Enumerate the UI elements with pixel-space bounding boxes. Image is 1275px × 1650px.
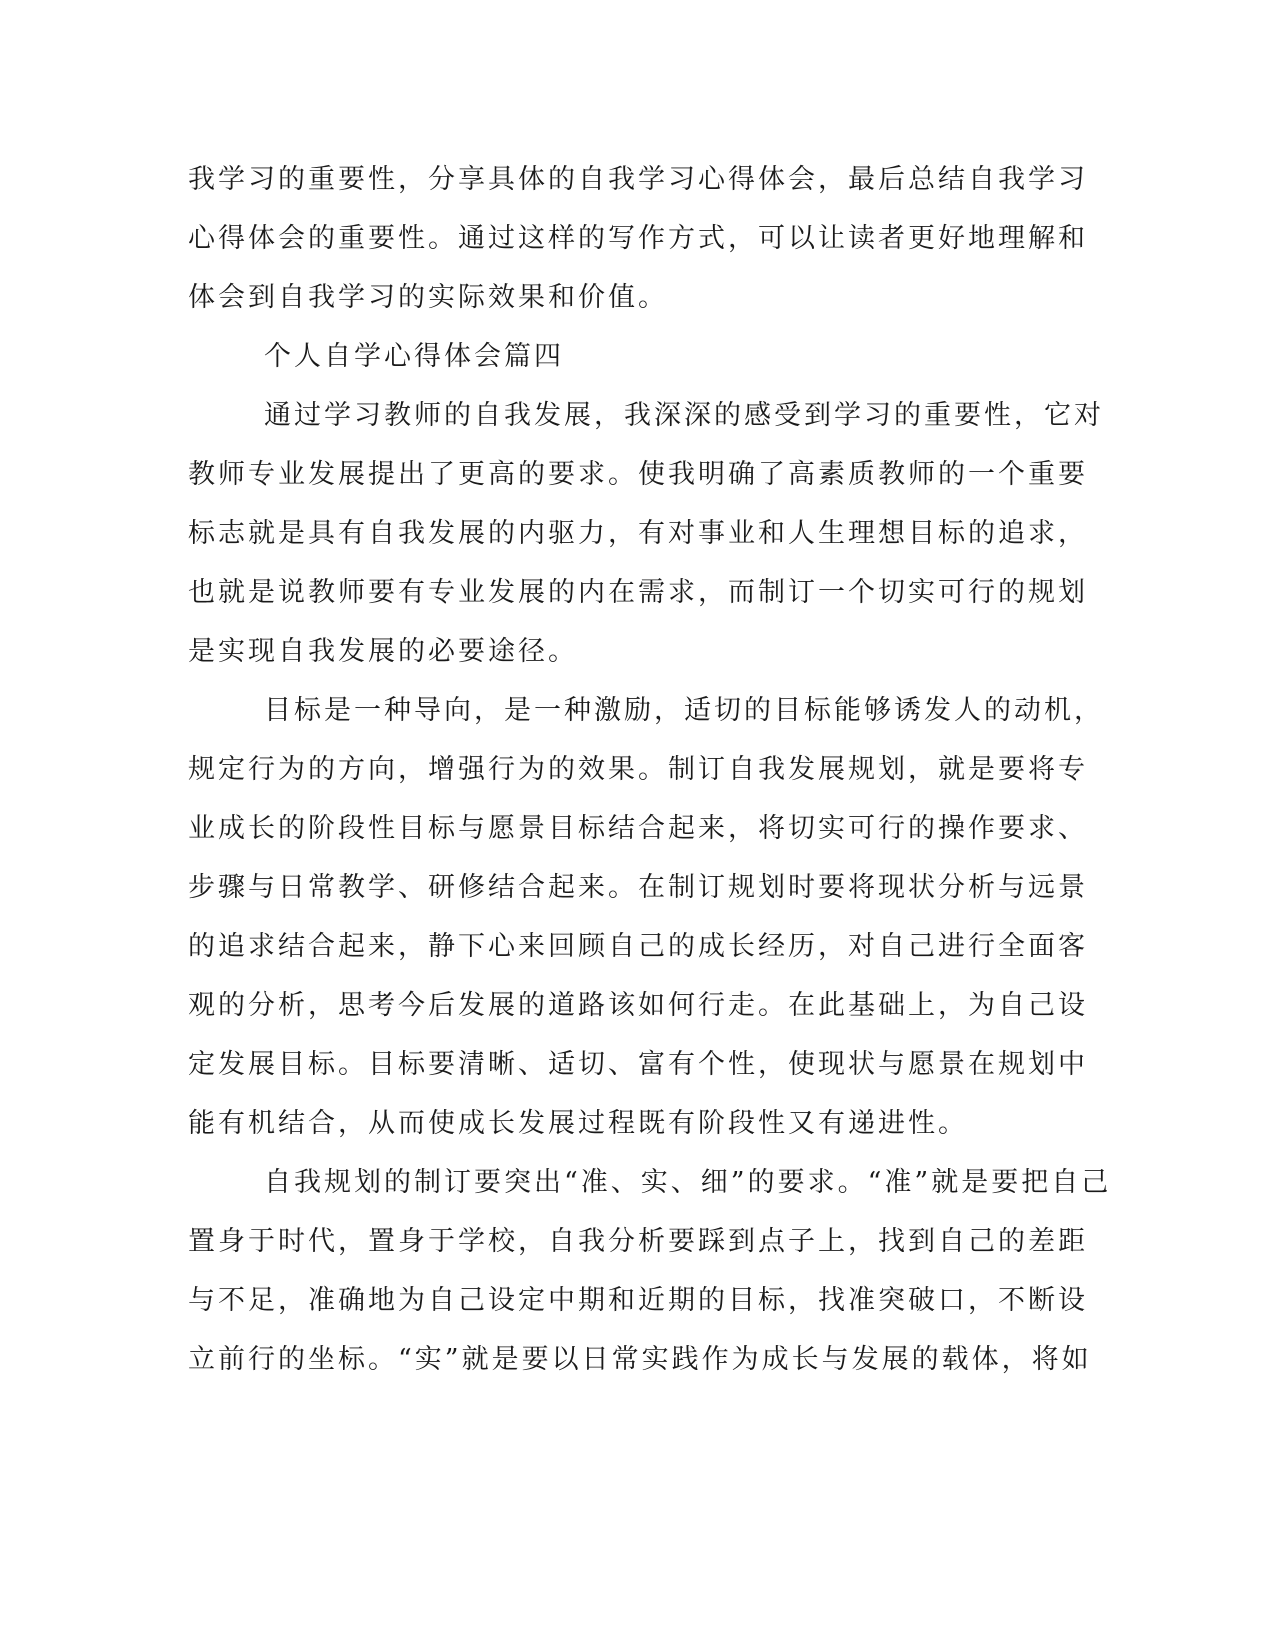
- section-heading: 个人自学心得体会篇四: [264, 341, 564, 372]
- text-line: 规定行为的方向，增强行为的效果。制订自我发展规划，就是要将专: [188, 754, 1088, 785]
- text-line: 立前行的坐标。“实”就是要以日常实践作为成长与发展的载体，将如: [188, 1344, 1092, 1375]
- text-line: 自我规划的制订要突出“准、实、细”的要求。“准”就是要把自己: [264, 1167, 1112, 1198]
- text-line: 置身于时代，置身于学校，自我分析要踩到点子上，找到自己的差距: [188, 1226, 1088, 1257]
- text-line: 也就是说教师要有专业发展的内在需求，而制订一个切实可行的规划: [188, 577, 1088, 608]
- text-line: 的追求结合起来，静下心来回顾自己的成长经历，对自己进行全面客: [188, 931, 1088, 962]
- text-line: 通过学习教师的自我发展，我深深的感受到学习的重要性，它对: [264, 400, 1104, 431]
- text-line: 是实现自我发展的必要途径。: [188, 636, 578, 667]
- text-line: 业成长的阶段性目标与愿景目标结合起来，将切实可行的操作要求、: [188, 813, 1088, 844]
- text-line: 我学习的重要性，分享具体的自我学习心得体会，最后总结自我学习: [188, 164, 1088, 195]
- text-line: 步骤与日常教学、研修结合起来。在制订规划时要将现状分析与远景: [188, 872, 1088, 903]
- text-line: 与不足，准确地为自己设定中期和近期的目标，找准突破口，不断设: [188, 1285, 1088, 1316]
- text-line: 心得体会的重要性。通过这样的写作方式，可以让读者更好地理解和: [188, 223, 1088, 254]
- text-line: 定发展目标。目标要清晰、适切、富有个性，使现状与愿景在规划中: [188, 1049, 1088, 1080]
- text-line: 观的分析，思考今后发展的道路该如何行走。在此基础上，为自己设: [188, 990, 1088, 1021]
- text-line: 教师专业发展提出了更高的要求。使我明确了高素质教师的一个重要: [188, 459, 1088, 490]
- text-line: 体会到自我学习的实际效果和价值。: [188, 282, 668, 313]
- text-line: 目标是一种导向，是一种激励，适切的目标能够诱发人的动机，: [264, 695, 1104, 726]
- text-line: 能有机结合，从而使成长发展过程既有阶段性又有递进性。: [188, 1108, 968, 1139]
- text-line: 标志就是具有自我发展的内驱力，有对事业和人生理想目标的追求，: [188, 518, 1088, 549]
